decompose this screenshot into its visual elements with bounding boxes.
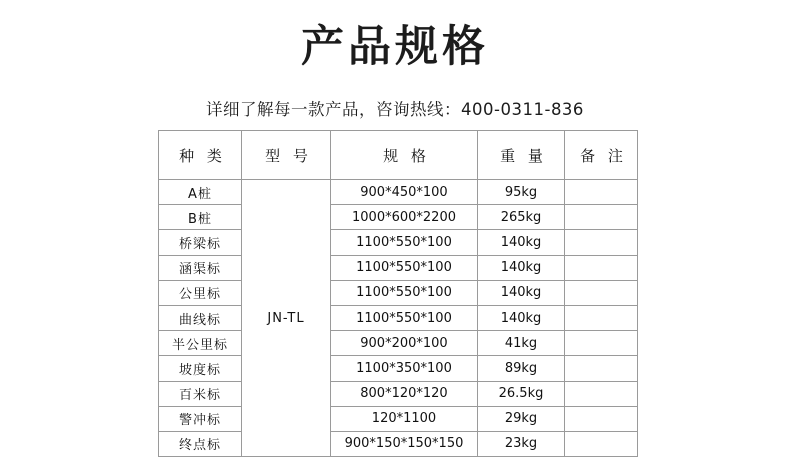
table-row	[159, 406, 638, 431]
cell-remark	[565, 180, 638, 205]
cell-kind: 警冲标	[159, 406, 242, 431]
cell-kind: 桥梁标	[159, 230, 242, 255]
cell-kind: 百米标	[159, 381, 242, 406]
cell-remark	[565, 230, 638, 255]
cell-weight: 140kg	[478, 230, 565, 255]
header-weight: 重 量	[478, 131, 565, 180]
cell-remark	[565, 356, 638, 381]
spec-table-head	[159, 131, 638, 180]
table-row	[159, 431, 638, 456]
cell-kind: 终点标	[159, 431, 242, 456]
table-row	[159, 356, 638, 381]
cell-remark	[565, 406, 638, 431]
cell-kind: 半公里标	[159, 331, 242, 356]
cell-remark	[565, 280, 638, 305]
table-header-row	[159, 131, 638, 180]
cell-kind: A桩	[159, 180, 242, 205]
table-row	[159, 305, 638, 330]
header-spec: 规 格	[331, 131, 478, 180]
cell-remark	[565, 431, 638, 456]
cell-spec: 1100*550*100	[331, 230, 478, 255]
cell-weight: 95kg	[478, 180, 565, 205]
cell-kind: 涵渠标	[159, 255, 242, 280]
table-row	[159, 255, 638, 280]
table-row	[159, 205, 638, 230]
cell-weight: 140kg	[478, 305, 565, 330]
cell-weight: 41kg	[478, 331, 565, 356]
header-model: 型 号	[242, 131, 331, 180]
table-row	[159, 180, 638, 205]
header-kind: 种 类	[159, 131, 242, 180]
cell-spec: 900*450*100	[331, 180, 478, 205]
cell-weight: 265kg	[478, 205, 565, 230]
cell-spec: 1100*550*100	[331, 305, 478, 330]
spec-table-body	[159, 180, 638, 457]
cell-model: JN-TL	[242, 180, 331, 457]
cell-kind: 曲线标	[159, 305, 242, 330]
table-row	[159, 381, 638, 406]
cell-remark	[565, 305, 638, 330]
cell-weight: 26.5kg	[478, 381, 565, 406]
cell-remark	[565, 331, 638, 356]
cell-weight: 140kg	[478, 255, 565, 280]
cell-spec: 120*1100	[331, 406, 478, 431]
cell-kind: B桩	[159, 205, 242, 230]
cell-weight: 29kg	[478, 406, 565, 431]
spec-table	[158, 130, 638, 457]
header-remark: 备 注	[565, 131, 638, 180]
cell-spec: 1100*550*100	[331, 280, 478, 305]
cell-spec: 1100*350*100	[331, 356, 478, 381]
cell-remark	[565, 255, 638, 280]
cell-kind: 公里标	[159, 280, 242, 305]
cell-spec: 900*200*100	[331, 331, 478, 356]
page-title: 产品规格	[301, 22, 489, 72]
cell-weight: 89kg	[478, 356, 565, 381]
table-row	[159, 230, 638, 255]
cell-remark	[565, 205, 638, 230]
cell-spec: 1100*550*100	[331, 255, 478, 280]
cell-weight: 140kg	[478, 280, 565, 305]
page-subtitle: 详细了解每一款产品，咨询热线：400-0311-836	[206, 99, 584, 119]
cell-spec: 1000*600*2200	[331, 205, 478, 230]
cell-remark	[565, 381, 638, 406]
cell-spec: 800*120*120	[331, 381, 478, 406]
cell-spec: 900*150*150*150	[331, 431, 478, 456]
cell-weight: 23kg	[478, 431, 565, 456]
spec-table-container	[158, 130, 632, 457]
cell-kind: 坡度标	[159, 356, 242, 381]
table-row	[159, 280, 638, 305]
table-row	[159, 331, 638, 356]
